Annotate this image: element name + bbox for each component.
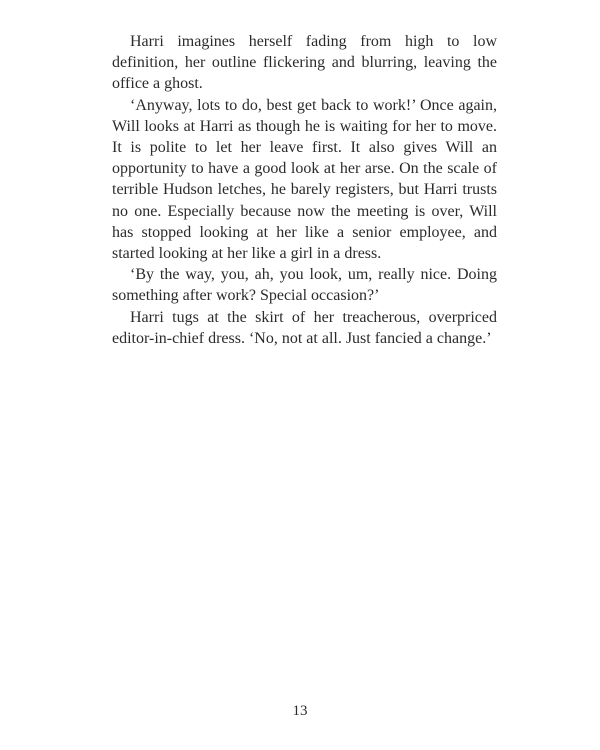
paragraph-get-back-to-work: ‘Anyway, lots to do, best get back to work!’ Once again, Will looks at Harri as though he is waiting for her to move. It is polite to let her leave first. It also gives Will an opportunity to have a good look at her arse. On the scale of terrible Hudson letches, he barely registers, but Harri trusts no one. Especially because now the meeting is over, Will has stopped looking at her like a senior employee, and started looking at her like a girl in a dress. [112,96,497,263]
paragraph-you-look-nice: ‘By the way, you, ah, you look, um, really nice. Doing something after work? Special occasion?’ [112,266,497,305]
paragraph-fancied-a-change: Harri tugs at the skirt of her treacherous, overpriced editor-in-chief dress. ‘No, not at all. Just fancied a change.’ [112,308,497,347]
paragraph-fading: Harri imagines herself fading from high to low definition, her outline flickering and blurring, leaving the office a ghost. [112,33,497,93]
page-number: 13 [292,703,308,719]
body-text [112,31,497,349]
